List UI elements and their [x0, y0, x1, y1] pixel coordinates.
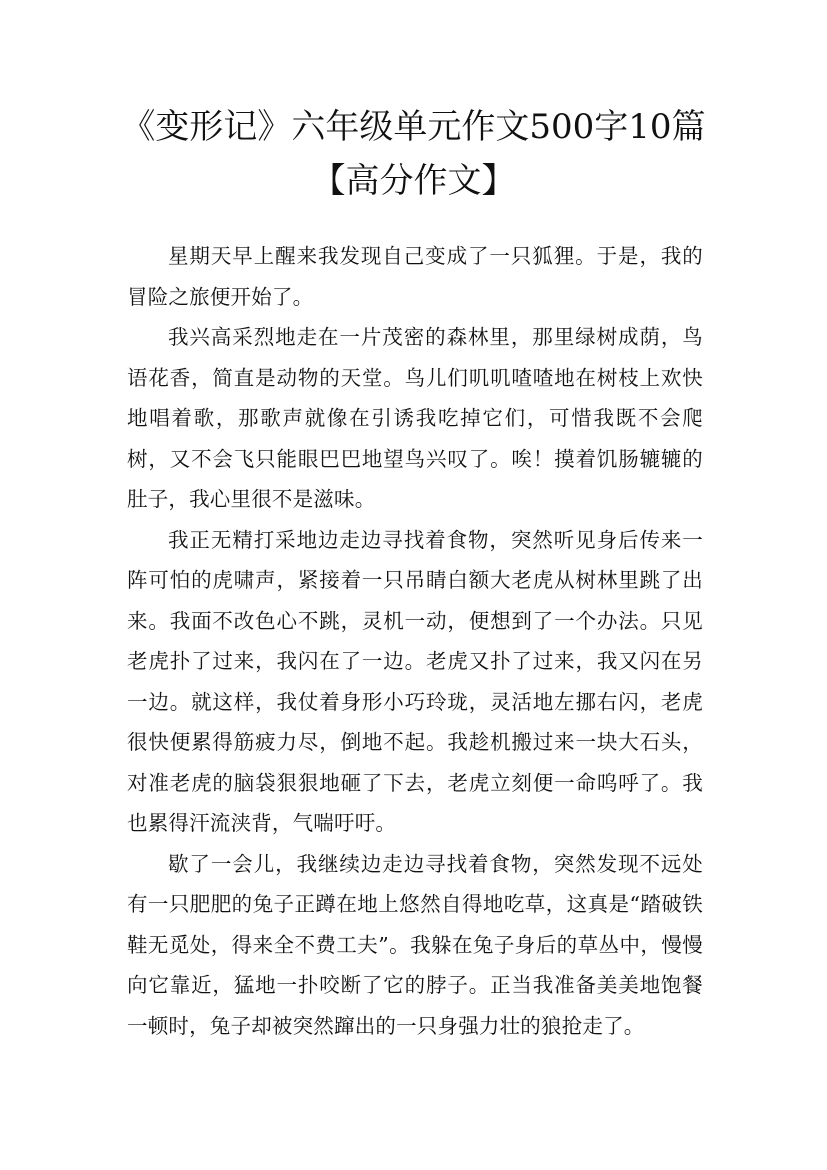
paragraph-3: 我正无精打采地边走边寻找着食物，突然听见身后传来一阵可怕的虎啸声，紧接着一只吊睛白额大老虎从树林里跳了出来。我面不改色心不跳，灵机一动，便想到了一个办法。只见老虎扑了过来，我闪在了一边。老虎又扑了过来，我又闪在另一边。就这样，我仗着身形小巧玲珑，灵活地左挪右闪，老虎很快便累得筋疲力尽，倒地不起。我趁机搬过来一块大石头，对准老虎的脑袋狠狠地砸了下去，老虎立刻便一命呜呼了。我也累得汗流浃背，气喘吁吁。: [127, 527, 703, 835]
paragraph-1: 星期天早上醒来我发现自己变成了一只狐狸。于是，我的冒险之旅便开始了。: [127, 244, 703, 309]
document-title: 《变形记》六年级单元作文500字10篇【高分作文】: [121, 107, 706, 201]
paragraph-4: 歇了一会儿，我继续边走边寻找着食物，突然发现不远处有一只肥肥的兔子正蹲在地上悠然自得地吃草，这真是“踏破铁鞋无觅处，得来全不费工夫”。我躲在兔子身后的草丛中，慢慢向它靠近，猛地一扑咬断了它的脖子。正当我准备美美地饱餐一顿时，兔子却被突然蹿出的一只身强力壮的狼抢走了。: [127, 851, 703, 1038]
paragraph-2: 我兴高采烈地走在一片茂密的森林里，那里绿树成荫，鸟语花香，简直是动物的天堂。鸟儿们叽叽喳喳地在树枝上欢快地唱着歌，那歌声就像在引诱我吃掉它们，可惜我既不会爬树，又不会飞只能眼巴巴地望鸟兴叹了。唉！摸着饥肠辘辘的肚子，我心里很不是滋味。: [127, 325, 703, 511]
document-body: [127, 236, 703, 1046]
